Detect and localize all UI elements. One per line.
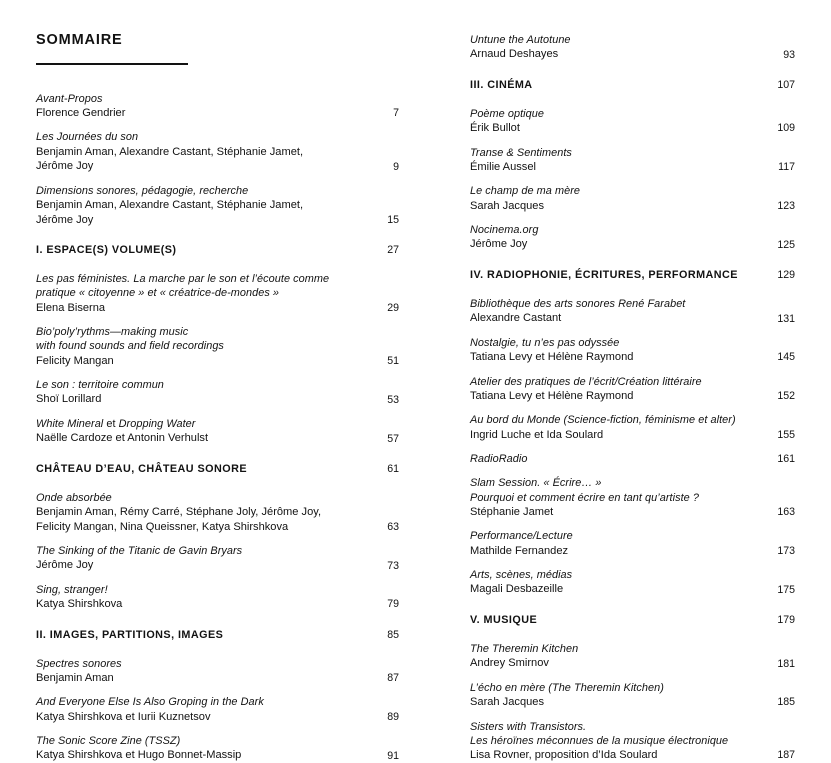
- section-label: IV. RADIOPHONIE, ÉCRITURES, PERFORMANCE: [470, 268, 738, 281]
- entry-title: RadioRadio: [470, 453, 528, 466]
- section-label: III. CINÉMA: [470, 78, 533, 91]
- entry-authors: Benjamin Aman, Alexandre Castant, Stéphanie Jamet, Jérôme Joy: [36, 198, 304, 226]
- entry-page-number: 123: [777, 199, 795, 212]
- entry-text: [470, 375, 765, 404]
- entry-authors: Sarah Jacques: [470, 695, 545, 708]
- entry-authors: Andrey Smirnov: [470, 657, 549, 670]
- entry-page-number: 163: [777, 506, 795, 519]
- entry-page-number: 131: [777, 312, 795, 325]
- entry-authors: Shoï Lorillard: [36, 393, 102, 406]
- entry-authors: Katya Shirshkova: [36, 598, 123, 611]
- entry-authors: Katya Shirshkova et Iurii Kuznetsov: [36, 710, 211, 723]
- entry-text: [36, 491, 369, 534]
- entry-title: Les pas féministes. La marche par le son et l’écoute comme pratique « citoyenne » et « créatrice-de-mondes »: [36, 273, 330, 300]
- entry-page-number: 15: [387, 213, 399, 226]
- entry-authors: Ingrid Luche et Ida Soulard: [470, 428, 604, 441]
- entry-page-number: 87: [387, 672, 399, 685]
- entry-text: [36, 92, 369, 121]
- entry-text: [36, 583, 369, 612]
- toc-entry[interactable]: [36, 734, 399, 763]
- entry-text: [36, 657, 369, 686]
- entry-title: Transe & Sentiments: [470, 146, 572, 159]
- entry-page-number: 161: [777, 453, 795, 466]
- toc-entry[interactable]: [470, 529, 795, 558]
- toc-entry[interactable]: [470, 720, 795, 763]
- entry-authors: Stéphanie Jamet: [470, 505, 554, 518]
- toc-entry[interactable]: [36, 272, 399, 315]
- section-page-number: 85: [387, 628, 399, 641]
- entry-authors: Mathilde Fernandez: [470, 544, 569, 557]
- entry-page-number: 57: [387, 432, 399, 445]
- entry-text: [470, 336, 765, 365]
- entry-page-number: 152: [777, 390, 795, 403]
- toc-entry[interactable]: [36, 378, 399, 407]
- masthead: [36, 33, 399, 65]
- section-label: CHÂTEAU D’EAU, CHÂTEAU SONORE: [36, 462, 247, 475]
- toc-entry[interactable]: [470, 476, 795, 519]
- entry-page-number: 155: [777, 428, 795, 441]
- toc-section-heading[interactable]: [470, 613, 795, 627]
- toc-entry[interactable]: [36, 417, 399, 446]
- entry-title: Onde absorbée: [36, 491, 112, 504]
- toc-entry[interactable]: [470, 336, 795, 365]
- entry-page-number: 117: [778, 161, 795, 174]
- section-label: V. MUSIQUE: [470, 613, 538, 626]
- toc-entry[interactable]: [470, 146, 795, 175]
- entry-page-number: 9: [393, 160, 399, 173]
- toc-section-heading[interactable]: [470, 78, 795, 92]
- entry-text: [470, 107, 765, 136]
- entry-text: [470, 681, 765, 710]
- entry-title: Dimensions sonores, pédagogie, recherche: [36, 184, 249, 197]
- entry-title: Nocinema.org: [470, 224, 539, 237]
- toc-entry[interactable]: [36, 92, 399, 121]
- entry-page-number: 173: [777, 544, 795, 557]
- entry-title: Untune the Autotune: [470, 34, 571, 46]
- toc-column-right: [435, 0, 831, 762]
- entry-authors: Naëlle Cardoze et Antonin Verhulst: [36, 432, 209, 445]
- entry-authors: Florence Gendrier: [36, 106, 126, 119]
- entry-title-part: et: [103, 417, 119, 430]
- entry-title: Les Journées du son: [36, 131, 139, 144]
- entry-page-number: 91: [387, 749, 399, 762]
- entry-authors: Elena Biserna: [36, 301, 106, 314]
- entry-authors: Felicity Mangan: [36, 354, 114, 367]
- toc-entry[interactable]: [470, 33, 795, 62]
- entry-title: Spectres sonores: [36, 657, 122, 670]
- entry-text: [36, 378, 369, 407]
- entry-page-number: 187: [777, 749, 795, 762]
- entry-authors: Benjamin Aman: [36, 671, 114, 684]
- entry-page-number: 29: [387, 301, 399, 314]
- entry-title: Atelier des pratiques de l’écrit/Création littéraire: [470, 375, 702, 388]
- toc-entry[interactable]: [470, 184, 795, 213]
- entry-title: Le son : territoire commun: [36, 379, 164, 392]
- entry-text: [470, 720, 765, 763]
- toc-entry[interactable]: [36, 325, 399, 368]
- section-page-number: 27: [387, 244, 399, 257]
- entry-page-number: 79: [387, 598, 399, 611]
- entry-authors: Tatiana Levy et Hélène Raymond: [470, 350, 634, 363]
- entry-title: Nostalgie, tu n’es pas odyssée: [470, 336, 620, 349]
- entry-authors: Sarah Jacques: [470, 199, 545, 212]
- entry-title: Le champ de ma mère: [470, 185, 580, 198]
- entry-page-number: 109: [777, 122, 795, 135]
- entry-text: [36, 130, 369, 173]
- entry-title: Au bord du Monde (Science-fiction, féminisme et alter): [470, 414, 736, 427]
- entry-title: Avant-Propos: [36, 92, 103, 105]
- section-label: II. IMAGES, PARTITIONS, IMAGES: [36, 628, 224, 641]
- section-page-number: 179: [777, 613, 795, 626]
- toc-entries-right: [470, 33, 795, 763]
- entry-text: [470, 297, 765, 326]
- entry-text: [470, 413, 765, 442]
- entry-page-number: 185: [777, 696, 795, 709]
- toc-entries-left: [36, 92, 399, 763]
- entry-title: The Sinking of the Titanic de Gavin Bryars: [36, 545, 243, 558]
- masthead-spacer: [36, 65, 399, 92]
- entry-text: [36, 695, 369, 724]
- entry-text: [470, 476, 765, 519]
- toc-entry[interactable]: [470, 375, 795, 404]
- entry-page-number: 53: [387, 393, 399, 406]
- toc-entry[interactable]: [36, 544, 399, 573]
- entry-authors: Érik Bullot: [470, 122, 520, 134]
- entry-title: The Theremin Kitchen: [470, 642, 579, 655]
- entry-title-part: Dropping Water: [118, 417, 196, 430]
- toc-section-heading[interactable]: [470, 268, 795, 282]
- toc-section-heading[interactable]: [36, 243, 399, 257]
- toc-entry[interactable]: [470, 413, 795, 442]
- entry-page-number: 125: [777, 238, 795, 251]
- toc-entry[interactable]: [470, 452, 795, 466]
- entry-authors: Tatiana Levy et Hélène Raymond: [470, 389, 634, 402]
- entry-text: [36, 272, 369, 315]
- toc-section-heading[interactable]: [36, 628, 399, 642]
- toc-entry[interactable]: [36, 657, 399, 686]
- entry-authors: Lisa Rovner, proposition d’Ida Soulard: [470, 748, 658, 761]
- toc-entry[interactable]: [36, 130, 399, 173]
- entry-text: [470, 568, 765, 597]
- entry-text: [470, 452, 765, 466]
- entry-authors: Alexandre Castant: [470, 312, 562, 325]
- entry-title: And Everyone Else Is Also Groping in the Dark: [36, 696, 264, 709]
- entry-authors: Jérôme Joy: [36, 559, 94, 572]
- entry-page-number: 89: [387, 711, 399, 724]
- toc-entry[interactable]: [36, 491, 399, 534]
- entry-title: The Sonic Score Zine (TSSZ): [36, 735, 181, 748]
- section-page-number: 129: [777, 268, 795, 281]
- entry-page-number: 73: [387, 559, 399, 572]
- entry-title: Sisters with Transistors. Les héroïnes méconnues de la musique électronique: [470, 720, 729, 747]
- entry-title: Bibliothèque des arts sonores René Farabet: [470, 297, 686, 310]
- entry-text: [470, 642, 765, 671]
- entry-title: Performance/Lecture: [470, 530, 573, 543]
- entry-authors: Émilie Aussel: [470, 160, 536, 173]
- section-page-number: 107: [777, 78, 795, 91]
- entry-title: Arts, scènes, médias: [470, 569, 573, 582]
- entry-authors: Magali Desbazeille: [470, 583, 564, 596]
- toc-section-heading[interactable]: [36, 462, 399, 476]
- section-page-number: 61: [387, 462, 399, 475]
- entry-text: [470, 223, 765, 252]
- entry-text: [36, 325, 369, 368]
- toc-entry[interactable]: [36, 583, 399, 612]
- entry-title: Sing, stranger!: [36, 583, 108, 596]
- entry-text: [36, 184, 369, 227]
- entry-text: [36, 417, 369, 446]
- entry-title-part: White Mineral: [36, 417, 104, 430]
- toc-entry[interactable]: [470, 568, 795, 597]
- entry-page-number: 7: [393, 107, 399, 120]
- toc-entry[interactable]: [36, 695, 399, 724]
- toc-entry[interactable]: [470, 681, 795, 710]
- entry-text: [470, 146, 765, 175]
- toc-entry[interactable]: [36, 184, 399, 227]
- entry-title: [36, 417, 359, 431]
- entry-title: Slam Session. « Écrire… » Pourquoi et comment écrire en tant qu’artiste ?: [470, 477, 699, 504]
- entry-page-number: 175: [777, 583, 795, 596]
- entry-authors: Arnaud Deshayes: [470, 48, 559, 61]
- toc-entry[interactable]: [470, 107, 795, 136]
- entry-text: [470, 33, 765, 62]
- entry-page-number: 93: [783, 48, 795, 61]
- entry-text: [470, 184, 765, 213]
- entry-text: [36, 734, 369, 763]
- entry-text: [36, 544, 369, 573]
- toc-entry[interactable]: [470, 642, 795, 671]
- entry-page-number: 181: [777, 657, 795, 670]
- section-label: I. ESPACE(S) VOLUME(S): [36, 244, 177, 257]
- entry-authors: Benjamin Aman, Alexandre Castant, Stéphanie Jamet, Jérôme Joy: [36, 145, 304, 173]
- page-title: SOMMAIRE: [36, 32, 123, 48]
- entry-authors: Benjamin Aman, Rémy Carré, Stéphane Joly, Jérôme Joy, Felicity Mangan, Nina Queissner, Katya Shirshkova: [36, 505, 322, 533]
- entry-title: Poème optique: [470, 107, 544, 120]
- toc-entry[interactable]: [470, 297, 795, 326]
- toc-entry[interactable]: [470, 223, 795, 252]
- entry-title: L’écho en mère (The Theremin Kitchen): [470, 681, 664, 694]
- entry-text: [470, 529, 765, 558]
- entry-title: Bio’poly’rythms—making music with found sounds and field recordings: [36, 326, 224, 353]
- entry-authors: Jérôme Joy: [470, 238, 528, 251]
- entry-page-number: 51: [387, 354, 399, 367]
- entry-authors: Katya Shirshkova et Hugo Bonnet-Massip: [36, 749, 242, 762]
- entry-page-number: 145: [777, 351, 795, 364]
- entry-page-number: 63: [387, 520, 399, 533]
